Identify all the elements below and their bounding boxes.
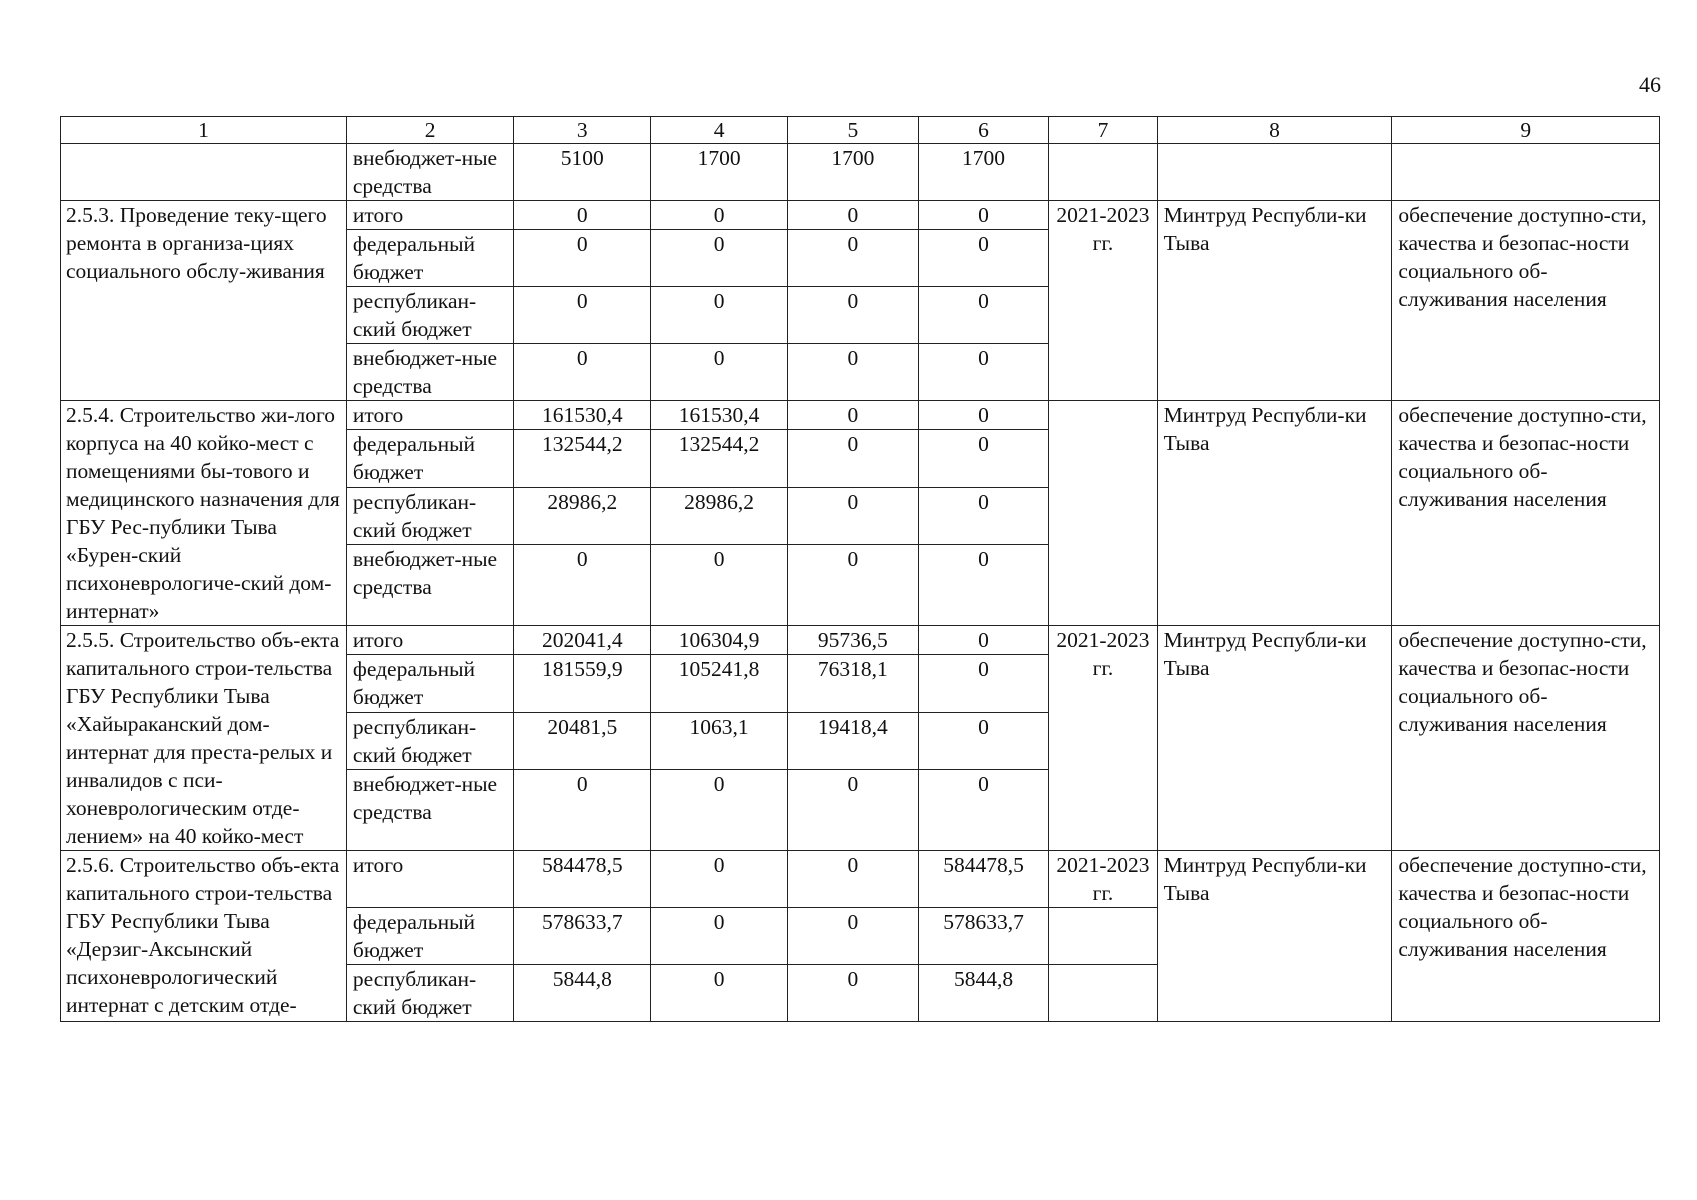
value-col6: 0: [918, 430, 1049, 488]
col-header-7: 7: [1049, 117, 1157, 144]
value-col4: 0: [651, 851, 788, 908]
value-col3: 0: [514, 201, 651, 230]
value-col4: 0: [651, 287, 788, 344]
funding-source: итого: [346, 201, 513, 230]
funding-source: федеральный бюджет: [346, 230, 513, 287]
value-col5: 0: [787, 201, 918, 230]
table-row: [61, 401, 1660, 430]
value-col3: 0: [514, 545, 651, 626]
value-col3: 0: [514, 230, 651, 287]
value-col5: 95736,5: [787, 626, 918, 655]
period-2-5-6: 2021-2023 гг.: [1049, 851, 1157, 908]
col-header-2: 2: [346, 117, 513, 144]
value-col6: 0: [918, 230, 1049, 287]
value-col4: 105241,8: [651, 655, 788, 713]
result-2-5-3: обеспечение доступно-сти, качества и безопас-ности социального об-служивания населения: [1392, 201, 1660, 401]
funding-source: республикан-ский бюджет: [346, 965, 513, 1022]
value-col3: 28986,2: [514, 487, 651, 545]
value-col4: 132544,2: [651, 430, 788, 488]
value-col3: 5844,8: [514, 965, 651, 1022]
value-col6: 578633,7: [918, 908, 1049, 965]
value-col5: 76318,1: [787, 655, 918, 713]
period-cell: [1049, 965, 1157, 1022]
value-col3: 20481,5: [514, 712, 651, 770]
executor-2-5-6: Минтруд Республи-ки Тыва: [1157, 851, 1392, 1022]
period-2-5-3: 2021-2023 гг.: [1049, 201, 1157, 401]
program-table: [60, 116, 1660, 1022]
executor-2-5-4: Минтруд Республи-ки Тыва: [1157, 401, 1392, 626]
value-col6: 0: [918, 487, 1049, 545]
value-col4: 0: [651, 770, 788, 851]
funding-source: федеральный бюджет: [346, 655, 513, 713]
value-col4: 161530,4: [651, 401, 788, 430]
value-col3: 584478,5: [514, 851, 651, 908]
table-row: [61, 626, 1660, 655]
col-header-9: 9: [1392, 117, 1660, 144]
task-name-2-5-6: 2.5.6. Строительство объ-екта капитального строи-тельства ГБУ Республики Тыва «Дерзиг-Аксынский психоневрологический интернат с детским отде-: [61, 851, 347, 1022]
value-col4: 106304,9: [651, 626, 788, 655]
funding-source: итого: [346, 626, 513, 655]
task-name-2-5-4: 2.5.4. Строительство жи-лого корпуса на 40 койко-мест с помещениями бы-тового и медицинского назначения для ГБУ Рес-публики Тыва «Бурен-ский психоневрологиче-ский дом-интернат»: [61, 401, 347, 626]
value-col4: 1700: [651, 144, 788, 201]
value-col5: 0: [787, 487, 918, 545]
period-cell: [1049, 144, 1157, 201]
value-col6: 0: [918, 287, 1049, 344]
col-header-1: 1: [61, 117, 347, 144]
col-header-4: 4: [651, 117, 788, 144]
col-header-8: 8: [1157, 117, 1392, 144]
value-col3: 0: [514, 287, 651, 344]
funding-source: внебюджет-ные средства: [346, 344, 513, 401]
task-name-2-5-5: 2.5.5. Строительство объ-екта капитального строи-тельства ГБУ Республики Тыва «Хайыраканский дом-интернат для преста-релых и инвалидов с пси-хоневрологическим отде-лением» на 40 койко-мест: [61, 626, 347, 851]
value-col3: 181559,9: [514, 655, 651, 713]
value-col3: 578633,7: [514, 908, 651, 965]
value-col6: 0: [918, 545, 1049, 626]
value-col6: 0: [918, 201, 1049, 230]
funding-source: республикан-ский бюджет: [346, 487, 513, 545]
funding-source: внебюджет-ные средства: [346, 770, 513, 851]
col-header-5: 5: [787, 117, 918, 144]
funding-source: итого: [346, 401, 513, 430]
value-col5: 0: [787, 908, 918, 965]
value-col3: 0: [514, 770, 651, 851]
value-col6: 0: [918, 401, 1049, 430]
value-col6: 0: [918, 626, 1049, 655]
value-col5: 0: [787, 851, 918, 908]
col-header-3: 3: [514, 117, 651, 144]
value-col5: 0: [787, 545, 918, 626]
value-col6: 0: [918, 344, 1049, 401]
value-col6: 0: [918, 712, 1049, 770]
result-2-5-4: обеспечение доступно-сти, качества и безопас-ности социального об-служивания населения: [1392, 401, 1660, 626]
period-cell: [1049, 908, 1157, 965]
value-col3: 202041,4: [514, 626, 651, 655]
value-col4: 0: [651, 344, 788, 401]
value-col5: 0: [787, 965, 918, 1022]
header-row: [61, 117, 1660, 144]
value-col4: 28986,2: [651, 487, 788, 545]
period-2-5-5: 2021-2023 гг.: [1049, 626, 1157, 851]
task-name-cell: [61, 144, 347, 201]
funding-source: федеральный бюджет: [346, 430, 513, 488]
value-col6: 5844,8: [918, 965, 1049, 1022]
table-row: [61, 144, 1660, 201]
table-row: [61, 201, 1660, 230]
result-cell: [1392, 144, 1660, 201]
value-col4: 0: [651, 201, 788, 230]
value-col5: 0: [787, 770, 918, 851]
task-name-2-5-3: 2.5.3. Проведение теку-щего ремонта в организа-циях социального обслу-живания: [61, 201, 347, 401]
result-2-5-5: обеспечение доступно-сти, качества и безопас-ности социального об-служивания населения: [1392, 626, 1660, 851]
value-col3: 132544,2: [514, 430, 651, 488]
value-col5: 0: [787, 401, 918, 430]
value-col4: 0: [651, 545, 788, 626]
value-col4: 0: [651, 965, 788, 1022]
value-col5: 0: [787, 430, 918, 488]
funding-source: итого: [346, 851, 513, 908]
result-2-5-6: обеспечение доступно-сти, качества и безопас-ности социального об-служивания населения: [1392, 851, 1660, 1022]
value-col4: 0: [651, 230, 788, 287]
page-number: 46: [1639, 72, 1661, 97]
value-col4: 0: [651, 908, 788, 965]
executor-2-5-3: Минтруд Республи-ки Тыва: [1157, 201, 1392, 401]
funding-source: республикан-ский бюджет: [346, 287, 513, 344]
value-col5: 0: [787, 287, 918, 344]
value-col6: 0: [918, 770, 1049, 851]
value-col6: 0: [918, 655, 1049, 713]
col-header-6: 6: [918, 117, 1049, 144]
value-col3: 5100: [514, 144, 651, 201]
value-col3: 161530,4: [514, 401, 651, 430]
funding-source: внебюджет-ные средства: [346, 545, 513, 626]
table-row: [61, 851, 1660, 908]
funding-source: республикан-ский бюджет: [346, 712, 513, 770]
period-2-5-4: [1049, 401, 1157, 626]
funding-source: федеральный бюджет: [346, 908, 513, 965]
value-col3: 0: [514, 344, 651, 401]
value-col5: 0: [787, 344, 918, 401]
executor-cell: [1157, 144, 1392, 201]
value-col5: 19418,4: [787, 712, 918, 770]
executor-2-5-5: Минтруд Республи-ки Тыва: [1157, 626, 1392, 851]
funding-source: внебюджет-ные средства: [346, 144, 513, 201]
value-col6: 1700: [918, 144, 1049, 201]
value-col5: 0: [787, 230, 918, 287]
value-col4: 1063,1: [651, 712, 788, 770]
value-col5: 1700: [787, 144, 918, 201]
value-col6: 584478,5: [918, 851, 1049, 908]
